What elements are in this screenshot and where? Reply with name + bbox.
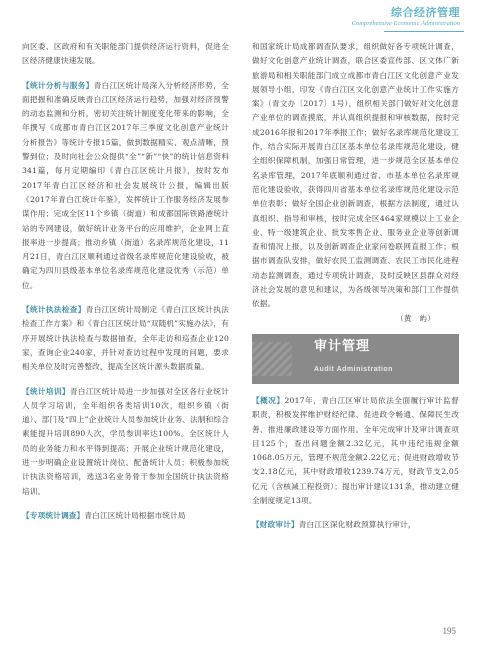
paragraph-training: 【统计培训】青白江区统计局进一步加强对全区各行业统计人员学习培训，全年组织各类培训10次，组织乡镇（街道）、部门及“四上”企业统计人员参加统计业务、法制和综合素能提升培训890人次，学员参训率达100%。全区统计人员的业务能力和水平得到提高；开展企业统计规范化建设，进一步明确企业设置统计岗位、配备统计人员；积极参加统计执法资格培训，选送3名业务骨干参加全国统计执法资格培训。 [22,386,229,496]
section-subtitle: Comprehensive Economic Administration [351,20,460,27]
section-title: 综合经济管理 [391,6,460,19]
right-column [252,40,459,533]
paragraph-law-enforcement: 【统计执法检查】青白江区统计局制定《青白江区统计执法检查工作方案》和《青白江区统计局“双随机”实施办法》，有序开展统计执法检查与数据抽查，全年走访和巡查企业120家，查询企业240家，并针对查访过程中发现的问题，要求相关单位及时完善整改，提高全区统计源头数据质量。 [22,305,229,372]
paragraph-tag: 【概况】 [252,395,285,405]
paragraph-continuation: 向区委、区政府和有关职能部门提供经济运行资料，促进全区经济健康快速发展。 [22,42,229,66]
paragraph-tag: 【财政审计】 [252,520,299,530]
author-credit: （黄 屿） [396,313,435,323]
paragraph-audit-overview: 【概况】2017年，青白江区审计局依法全面履行审计监督职责，积极发挥维护财经纪律、促进政令畅通、保障民生改善、推进廉政建设等方面作用。全年完成审计及审计调查项目125个，查出问题金额2.32亿元，其中违纪违规金额1068.05万元，管理不规范金额2.22亿元；促进财政增收节支2.18亿元，其中财政增收1239.74万元，财政节支2.05亿元（含核减工程投资）；提出审计建议131条，推动建立健全制度规定13项。 [252,395,459,506]
paragraph-survey-continuation: 和国家统计局成都调查队要求，组织做好各专项统计调查，做好文化创意产业统计调查，联合区委宣传部、区文体广新旅游局和相关职能部门成立成都市青白江区文化创意产业发展领导小组，印发《青白江区文化创意产业统计工作实施方案》（青文办〔2017〕1号），组织相关部门做好对文化创意产业单位的调查摸底，并认真组织提报和审核数据，按时完成2016年报和2017年季报工作；做好名录库规范化建设工作，结合实际开展青白江区基本单位名录库规范化建设，健全组织保障机制，加强日常管理，进一步规范全区基本单位名录库管理，2017年底顺利通过省、市基本单位名录库规范化建设验收，获得四川省基本单位名录库规范化建设示范单位表彰；做好全国企业创新调查，根据方法制度，通过认真组织、指导和审核，按时完成全区464家规模以上工业企业、特一级建筑企业、批发零售企业、服务业企业等创新调查和情况上报，以及创新调查企业家问卷联网直报工作；根据市调查队安排，做好农民工监测调查、农民工市民化进程动态监测调查，通过专项统计调查，及时反映区县群众对经济社会发展的意见和建议，为各级领导决策和部门工作提供依据。 [252,42,459,309]
audit-section-subtitle: Audit Administration [314,365,393,373]
audit-section-title: 审计管理 [314,338,371,354]
paragraph-tag: 【统计培训】 [22,386,70,396]
page-number: 195 [442,626,456,636]
paragraph-fiscal-audit: 【财政审计】青白江区深化财政预算执行审计， [252,520,416,530]
paragraph-tag: 【统计分析与服务】 [22,80,94,90]
paragraph-tag: 【统计执法检查】 [22,305,86,315]
banner-stripe-decoration [252,342,292,376]
paragraph-special-survey: 【专项统计调查】青白江区统计局根据市统计局 [22,510,186,520]
paragraph-tag: 【专项统计调查】 [22,510,85,520]
paragraph-statistical-analysis: 【统计分析与服务】青白江区统计局深入分析经济形势，全面把握和准确反映青白江区经济运行趋势，加强对经济预警的动态监测和分析，密切关注统计制度变化带来的影响，全年撰写《成都市青白江区2017年三季度文化创意产业统计分析报告》等统计专报15篇，做到数据精实、观点清晰，预警到位；及时向社会公众提供“全”“新”“快”的统计信息资料341篇，每月定期编印《青白江区统计月报》，按时发布2017年青白江区经济和社会发展统计公报，编辑出版《2017年青白江统计年鉴》，发挥统计工作服务经济发展参谋作用；完成全区11个乡镇（街道）和成都国际铁路港统计站的专网建设，做好统计业务平台的应用维护，企业网上直报率进一步提高；推动乡镇（街道）名录库规范化建设，11月21日，青白江区顺利通过省级名录库规范化建设验收，被确定为四川县级基本单位名录库规范化建设优秀（示范）单位。 [22,80,229,290]
left-column [22,40,229,523]
audit-section-banner [252,334,459,384]
